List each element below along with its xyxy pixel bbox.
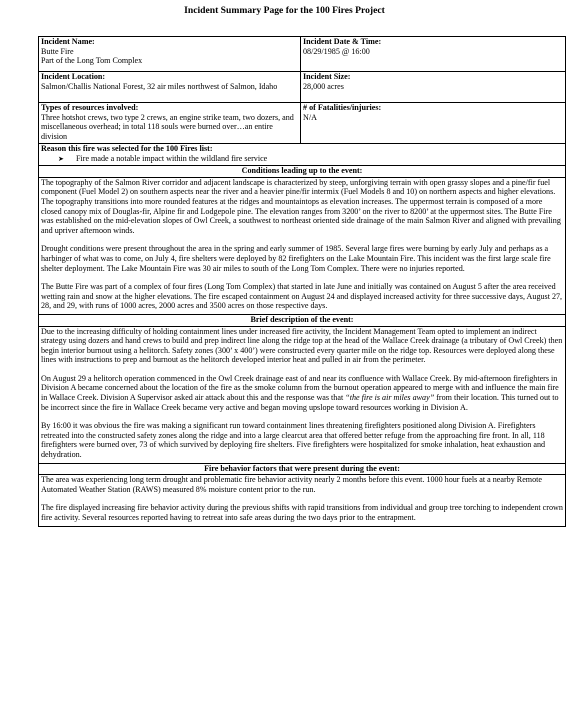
resources-value: Three hotshot crews, two type 2 crews, an engine strike team, two dozers, and miscellaneous overhead; in total 118 souls were burned over…an entire division xyxy=(41,112,294,141)
fatalities-label: # of Fatalities/injuries: xyxy=(303,103,382,112)
row-brief-header xyxy=(39,314,566,326)
brief-paragraph-3: By 16:00 it was obvious the fire was making a significant run toward containment lines threatening firefighters positioned along Division A. Firefighters retreated into the constructed safety zones along the ridge and into a large clearcut area that offered better refuge from the approaching fire front. In all, 118 firefighters were burned over, 73 of which survived by deploying fire shelters. Five firefighters were hospitalized for smoke inhalation, heat exhaustion and dehydration. xyxy=(41,421,546,460)
conditions-paragraph-3: The Butte Fire was part of a complex of four fires (Long Tom Complex) that started in late June and initially was contained on August 5 after the area received wetting rain and snow at the higher elevations. The fire escaped containment on August 24 and displayed increased activity for three successive days, August 27, 28, and 29, with runs of 1000 acres, 2000 acres and 3500 acres on those respective days. xyxy=(41,282,563,311)
row-resources-fatalities xyxy=(39,103,566,144)
incident-date-cell xyxy=(301,37,566,72)
conditions-body xyxy=(39,177,566,314)
brief-body xyxy=(39,326,566,463)
resources-cell xyxy=(39,103,301,144)
page-title: Incident Summary Page for the 100 Fires Project xyxy=(184,5,385,16)
conditions-header: Conditions leading up to the event: xyxy=(39,166,566,178)
incident-complex-value: Part of the Long Tom Complex xyxy=(41,56,143,66)
incident-name-value: Butte Fire xyxy=(41,46,74,56)
conditions-paragraph-2: Drought conditions were present throughout the area in the spring and early summer of 1985. Several large fires were burning by early July and perhaps as a harbinger of what was to come, on July 4, fire shelters were deployed by 82 firefighters on the Lake Mountain Fire. This incident was the first large scale fire shelter deployment. The Lake Mountain Fire was 30 air miles to south of the Long Tom Complex. There were no injuries reported. xyxy=(41,244,551,273)
fatalities-cell xyxy=(301,103,566,144)
incident-size-label: Incident Size: xyxy=(303,72,351,81)
incident-name-label: Incident Name: xyxy=(41,37,95,46)
incident-location-value: Salmon/Challis National Forest, 32 air miles northwest of Salmon, Idaho xyxy=(41,81,278,91)
row-factors-body xyxy=(39,475,566,526)
row-name-date xyxy=(39,37,566,72)
factors-header: Fire behavior factors that were present during the event: xyxy=(39,463,566,475)
factors-body xyxy=(39,475,566,526)
reason-cell xyxy=(39,144,566,166)
arrow-bullet-icon: ➤ xyxy=(58,154,64,163)
brief-paragraph-2 xyxy=(41,374,563,412)
incident-name-cell xyxy=(39,37,301,72)
row-brief-body xyxy=(39,326,566,463)
reason-bullet-text: Fire made a notable impact within the wildland fire service xyxy=(76,153,268,163)
factors-paragraph-1: The area was experiencing long term drought and problematic fire behavior activity nearly 2 months before this event. 1000 hour fuels at a nearby Remote Automated Weather Station (RAWS) measured 8% moisture content prior to the run. xyxy=(41,475,542,494)
factors-paragraph-2: The fire displayed increasing fire behavior activity during the previous shifts with rapid transitions from individual and group tree torching to independent crown fire activity. Several resources reported having to retreat into safe areas during the two days prior to the entrapment. xyxy=(41,503,563,522)
incident-size-cell xyxy=(301,72,566,103)
brief-paragraph-2-start: On August 29 a helitorch operation commenced in the Owl Creek drainage east of and near its confluence with Wallace Creek. By mid-afternoon firefighters in Division A became concerned about the location of the fire as the smoke column from the burnout operation appeared to merge with and influence the main fire in Wallace Creek. Division A Supervisor asked air attack about this and the response was that xyxy=(41,373,559,403)
incident-summary-table xyxy=(38,36,566,527)
row-factors-header xyxy=(39,463,566,475)
brief-paragraph-2-end: from their location. This turned out to be incorrect since the fire in Wallace Creek became very active and began moving upslope toward resources working in Division A. xyxy=(41,393,559,412)
row-conditions-header xyxy=(39,166,566,178)
incident-location-cell xyxy=(39,72,301,103)
conditions-paragraph-1: The topography of the Salmon River corridor and adjacent landscape is characterized by steep, unforgiving terrain with open grassy slopes and a pine/fir fuel component (Fuel Model 2) on southern aspects near the river and a heavier pine/fir intermix (Fuel Models 8 and 10) on northern aspects and higher elevations. The topography transitions into more rounded features at the ridges and mountaintops as elevation increases. The uppermost terrain is composed of a more closed canopy mix of Douglas-fir, Alpine fir and Lodgepole pine. The elevation ranges from 3200’ on the river to 8200’ at the uppermost sites. The Butte Fire was established on the mid-elevation slopes of Owl Creek, a southwest to northeast oriented side drainage of the main Salmon River and aligned with prevailing and upriver afternoon winds. xyxy=(41,177,561,235)
incident-date-value: 08/29/1985 @ 16:00 xyxy=(303,46,370,56)
reason-label: Reason this fire was selected for the 100 Fires list: xyxy=(41,144,213,153)
incident-location-label: Incident Location: xyxy=(41,72,106,81)
incident-date-label: Incident Date & Time: xyxy=(303,37,382,46)
row-location-size xyxy=(39,72,566,103)
row-conditions-body xyxy=(39,177,566,314)
brief-header: Brief description of the event: xyxy=(39,314,566,326)
resources-label: Types of resources involved: xyxy=(41,103,139,112)
fatalities-value: N/A xyxy=(303,112,317,122)
reason-bullet-item xyxy=(41,154,563,165)
row-reason xyxy=(39,144,566,166)
brief-quote: “the fire is air miles away” xyxy=(345,393,435,403)
incident-size-value: 28,000 acres xyxy=(303,81,344,91)
brief-paragraph-1: Due to the increasing difficulty of holding containment lines under increased fire activity, the Incident Management Team opted to implement an indirect strategy using dozers and hand crews to build and prep indirect line along the ridge top at the head of the Wallace Creek drainage (a tributary of Owl Creek) then begin interior burnout using a helitorch. Safety zones (300’ x 400’) were constructed every quarter mile on the ridge top. Resources were deployed along these lines with instructions to prep and burnout as the helitorch developed interior heat and pulled in air from the perimeter. xyxy=(41,326,563,365)
